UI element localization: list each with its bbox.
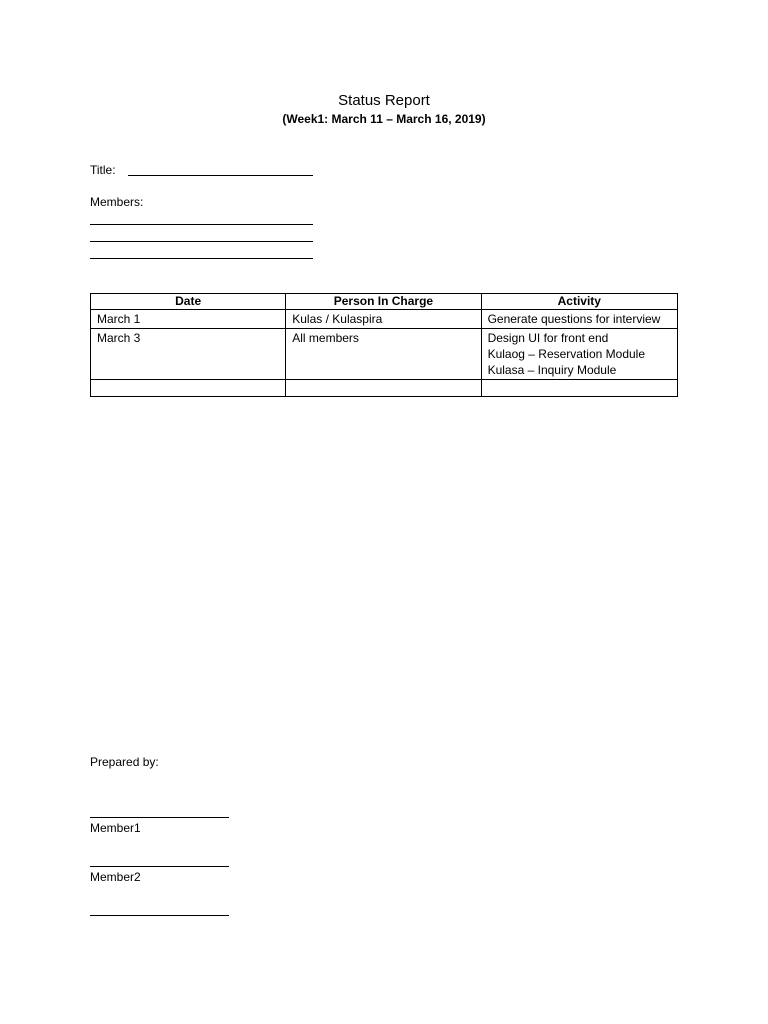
activity-line: Kulasa – Inquiry Module [487, 363, 617, 377]
document-title: Status Report [338, 92, 430, 109]
table-row [91, 329, 678, 380]
cell-activity [481, 310, 677, 329]
member-underline [90, 258, 313, 259]
header-date: Date [91, 294, 286, 310]
cell-person [286, 380, 481, 397]
cell-activity [481, 380, 677, 397]
activity-line: Kulaog – Reservation Module [487, 347, 646, 361]
member-underline [90, 241, 313, 242]
table-row [91, 310, 678, 329]
title-underline [128, 175, 313, 176]
member-signature-name: Member2 [90, 870, 141, 884]
cell-date: March 1 [91, 310, 286, 329]
status-table [90, 293, 678, 397]
activity-line: Design UI for front end [487, 331, 609, 345]
title-label: Title: [90, 163, 116, 177]
signature-line [90, 866, 229, 867]
prepared-by-label: Prepared by: [90, 755, 159, 769]
cell-person: Kulas / Kulaspira [286, 310, 481, 329]
signature-line [90, 817, 229, 818]
table-header-row [91, 294, 678, 310]
members-label: Members: [90, 195, 144, 209]
document-subtitle: (Week1: March 11 – March 16, 2019) [282, 112, 486, 126]
cell-person: All members [286, 329, 481, 380]
header-activity: Activity [481, 294, 677, 310]
table-row [91, 380, 678, 397]
activity-line: Generate questions for interview [487, 312, 661, 326]
cell-activity [481, 329, 677, 380]
cell-date [91, 380, 286, 397]
cell-date: March 3 [91, 329, 286, 380]
header-person-in-charge: Person In Charge [286, 294, 481, 310]
member-signature-name: Member1 [90, 821, 141, 835]
signature-line [90, 915, 229, 916]
member-underline [90, 224, 313, 225]
